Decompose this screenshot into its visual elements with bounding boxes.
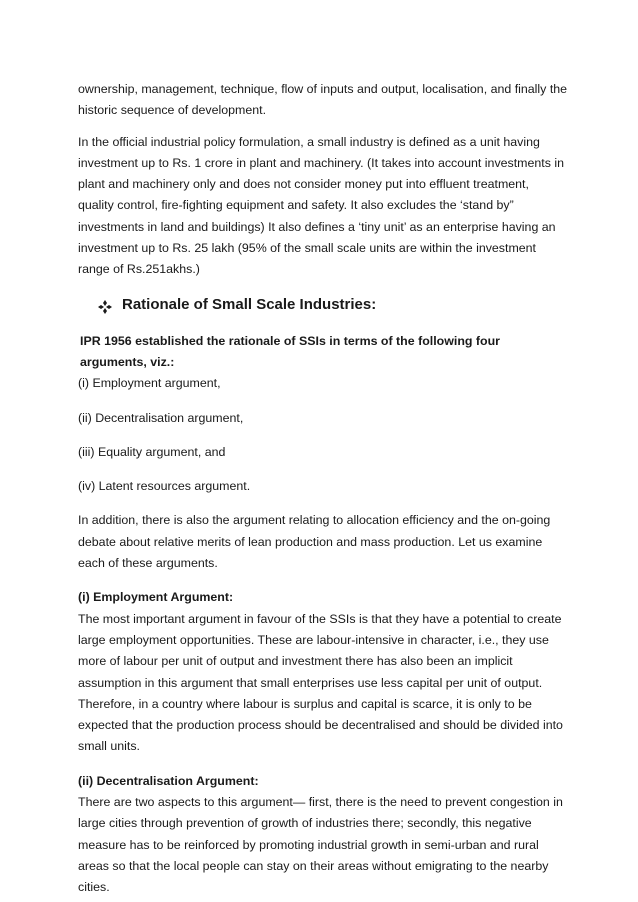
ipr-statement: IPR 1956 established the rationale of SSIs in terms of the following four arguments, viz.: [80,333,500,369]
four-diamond-bullet-icon [98,298,112,312]
section-heading [98,293,568,317]
argument-item-equality: (iii) Equality argument, and [78,444,226,459]
section-heading-text: Rationale of Small Scale Industries: [122,295,377,313]
intro-tail-paragraph: ownership, management, technique, flow of inputs and output, localisation, and finally the historic sequence of development. [78,82,568,118]
argument-item-latent-resources: (iv) Latent resources argument. [78,479,251,494]
decentralisation-argument-body: There are two aspects to this argument— first, there is the need to prevent congestion in large cities through prevention of growth of industries there; secondly, this negative measure has to be reinforced by promoting industrial growth in semi-urban and rural areas so that the local people can stay on their areas without emigrating to the nearby cities. [78,795,563,895]
employment-argument-body: The most important argument in favour of the SSIs is that they have a potential to create large employment opportunities. These are labour-intensive in character, i.e., they use more of labour per unit of output and investment there has also been an implicit assumption in this argument that small enterprises use less capital per unit of output. Therefore, in a country where labour is surplus and capital is scarce, it is only to be expected that the production process should be decentralised and should be divided into small units. [78,611,563,754]
argument-item-decentralisation: (ii) Decentralisation argument, [78,410,244,425]
argument-item-employment: (i) Employment argument, [78,376,221,391]
employment-argument-title: (i) Employment Argument: [78,590,234,605]
addition-paragraph: In addition, there is also the argument relating to allocation efficiency and the on-going debate about relative merits of lean production and mass production. Let us examine each of these arguments. [78,513,551,571]
document-page [78,79,568,899]
definition-paragraph: In the official industrial policy formulation, a small industry is defined as a unit having investment up to Rs. 1 crore in plant and machinery. (It takes into account investments in plant and machinery only and does not consider money put into effluent treatment, quality control, fire-fighting equipment and safety. It also excludes the ‘stand by” investments in land and buildings) It also defines a ‘tiny unit’ as an enterprise having an investment up to Rs. 25 lakh (95% of the small scale units are within the investment range of Rs.251akhs.) [78,134,564,277]
decentralisation-argument-title: (ii) Decentralisation Argument: [78,773,259,788]
